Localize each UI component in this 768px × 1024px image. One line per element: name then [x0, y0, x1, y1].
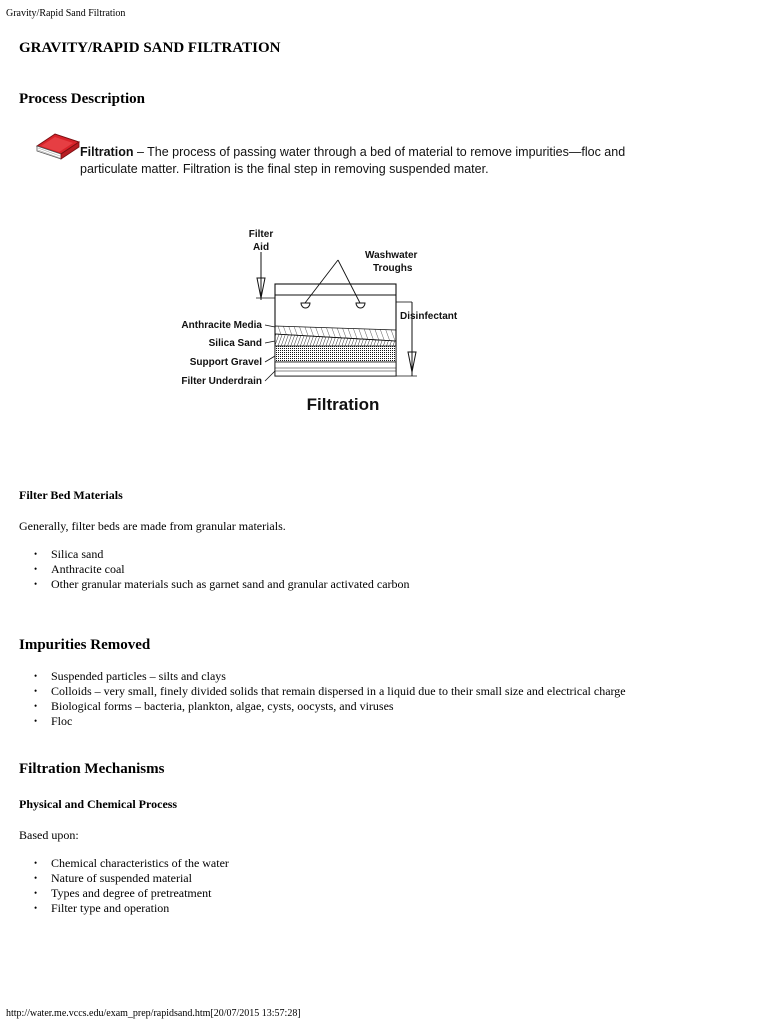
list-item: • Colloids – very small, finely divided solids that remain dispersed in a liquid due to their small size and electrical charge — [34, 684, 626, 698]
heading-process-description: Process Description — [19, 91, 145, 107]
mechanisms-list — [19, 856, 229, 916]
label-filter-aid-1: Filter — [248, 229, 274, 240]
heading-physical-chemical: Physical and Chemical Process — [19, 797, 178, 811]
definition-term: Filtration — [80, 145, 134, 159]
heading-filter-bed-materials: Filter Bed Materials — [19, 488, 123, 502]
list-item: • Floc — [34, 714, 73, 728]
label-disinfectant: Disinfectant — [400, 311, 458, 322]
filtration-diagram — [160, 222, 480, 422]
label-anthracite: Anthracite Media — [181, 320, 262, 331]
label-filter-aid-2: Aid — [252, 242, 270, 253]
list-item: • Types and degree of pretreatment — [34, 886, 212, 900]
list-item: • Chemical characteristics of the water — [34, 856, 229, 870]
mechanisms-intro: Based upon: — [19, 828, 79, 842]
washwater-trough-left — [301, 303, 310, 308]
impurities-list — [19, 669, 626, 729]
underdrain-layer — [275, 362, 396, 376]
heading-impurities-removed: Impurities Removed — [19, 637, 151, 653]
list-item: • Silica sand — [34, 547, 104, 561]
print-footer: http://water.me.vccs.edu/exam_prep/rapidsand.htm[20/07/2015 13:57:28] — [6, 1008, 301, 1019]
heading-filtration-mechanisms: Filtration Mechanisms — [19, 761, 165, 777]
label-silica-sand: Silica Sand — [208, 338, 262, 349]
definition-text — [80, 144, 640, 178]
list-item: • Biological forms – bacteria, plankton, algae, cysts, oocysts, and viruses — [34, 699, 394, 713]
label-washwater-1: Washwater — [365, 250, 418, 261]
support-gravel-layer — [275, 346, 396, 362]
label-filter-underdrain: Filter Underdrain — [181, 376, 262, 387]
list-item: • Filter type and operation — [34, 901, 170, 915]
label-washwater-2: Troughs — [373, 263, 413, 274]
washwater-trough-right — [356, 303, 365, 308]
list-item: • Suspended particles – silts and clays — [34, 669, 226, 683]
definition-block — [17, 130, 626, 180]
print-header: Gravity/Rapid Sand Filtration — [6, 8, 126, 19]
list-item: • Anthracite coal — [34, 562, 125, 576]
label-support-gravel: Support Gravel — [189, 357, 262, 368]
filter-bed-intro: Generally, filter beds are made from granular materials. — [19, 519, 286, 533]
filter-bed-list — [19, 547, 410, 592]
list-item: • Nature of suspended material — [34, 871, 192, 885]
definition-body: – The process of passing water through a bed of material to remove impurities—floc and particulate matter. Filtration is the final step in removing suspended mater. — [80, 145, 626, 176]
book-icon — [35, 132, 83, 162]
figure-caption: Filtration — [306, 395, 380, 414]
page-title: GRAVITY/RAPID SAND FILTRATION — [19, 40, 281, 56]
list-item: • Other granular materials such as garnet sand and granular activated carbon — [34, 577, 410, 591]
